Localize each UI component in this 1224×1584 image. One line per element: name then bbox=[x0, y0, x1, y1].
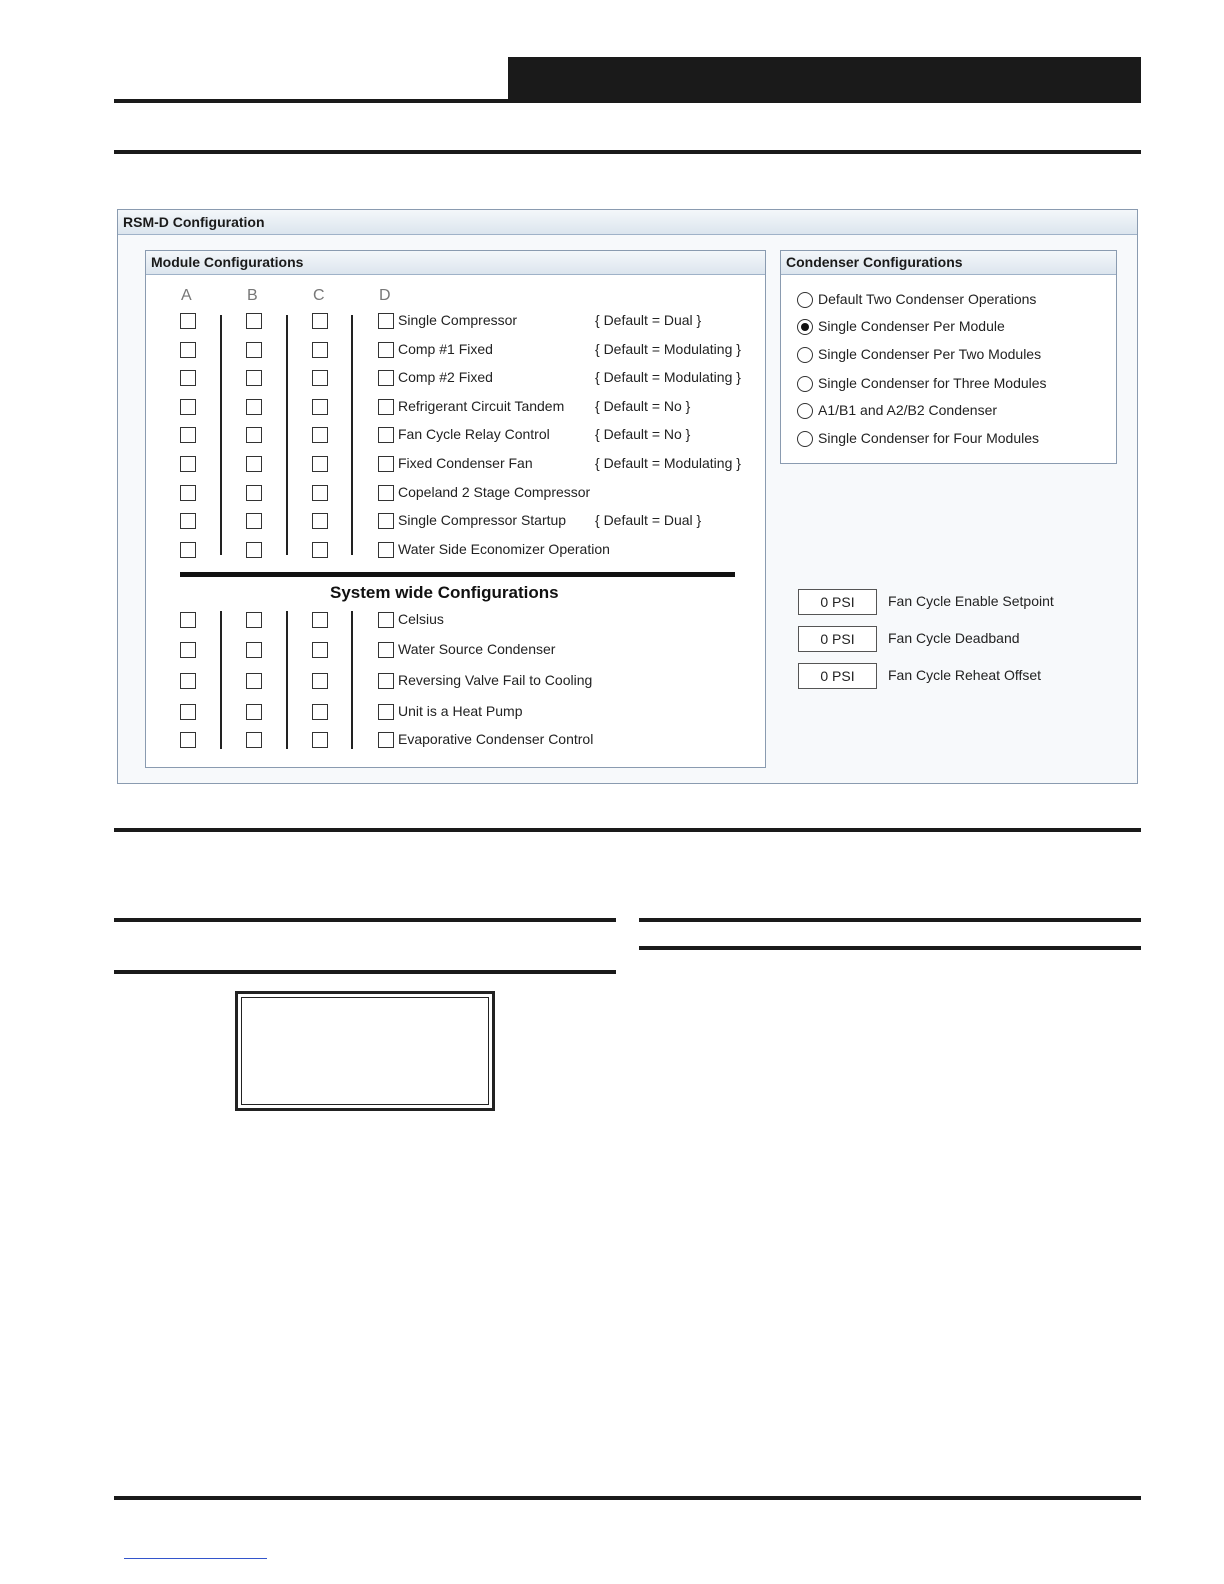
condenser-configurations-body bbox=[781, 251, 1116, 463]
condenser-option-label: A1/B1 and A2/B2 Condenser bbox=[818, 402, 998, 418]
checkbox-b[interactable] bbox=[246, 704, 262, 720]
condenser-option-label: Single Condenser Per Two Modules bbox=[818, 346, 1042, 362]
lcd-display bbox=[235, 991, 495, 1111]
checkbox-b[interactable] bbox=[246, 485, 262, 501]
checkbox-a[interactable] bbox=[180, 642, 196, 658]
checkbox-a[interactable] bbox=[180, 732, 196, 748]
checkbox-a[interactable] bbox=[180, 313, 196, 329]
condenser-option-radio[interactable] bbox=[797, 347, 813, 363]
section-rule-middle bbox=[114, 828, 1141, 832]
module-item-label: Refrigerant Circuit Tandem bbox=[398, 398, 565, 414]
checkbox-d[interactable] bbox=[378, 642, 394, 658]
condenser-option-label: Single Condenser for Four Modules bbox=[818, 430, 1040, 446]
fan-cycle-label: Fan Cycle Deadband bbox=[888, 630, 1020, 646]
module-item-default: { Default = No } bbox=[595, 426, 691, 442]
checkbox-c[interactable] bbox=[312, 673, 328, 689]
condenser-configurations-group bbox=[780, 250, 1117, 464]
column-divider bbox=[220, 315, 222, 555]
right-column-rule-1 bbox=[639, 918, 1141, 922]
condenser-option-radio[interactable] bbox=[797, 292, 813, 308]
checkbox-c[interactable] bbox=[312, 313, 328, 329]
column-divider bbox=[286, 611, 288, 749]
checkbox-a[interactable] bbox=[180, 399, 196, 415]
module-item-label: Fixed Condenser Fan bbox=[398, 455, 533, 471]
fan-cycle-label: Fan Cycle Enable Setpoint bbox=[888, 593, 1054, 609]
module-item-label: Water Side Economizer Operation bbox=[398, 541, 610, 557]
lcd-display-screen bbox=[241, 997, 489, 1105]
checkbox-d[interactable] bbox=[378, 612, 394, 628]
checkbox-c[interactable] bbox=[312, 485, 328, 501]
checkbox-a[interactable] bbox=[180, 704, 196, 720]
footer-link-underline[interactable] bbox=[124, 1558, 267, 1559]
checkbox-c[interactable] bbox=[312, 456, 328, 472]
header-bar bbox=[508, 57, 1141, 103]
checkbox-d[interactable] bbox=[378, 370, 394, 386]
checkbox-c[interactable] bbox=[312, 704, 328, 720]
fan-cycle-value-input[interactable]: 0 PSI bbox=[798, 626, 877, 652]
checkbox-b[interactable] bbox=[246, 732, 262, 748]
checkbox-a[interactable] bbox=[180, 513, 196, 529]
checkbox-c[interactable] bbox=[312, 342, 328, 358]
module-item-label: Single Compressor bbox=[398, 312, 518, 328]
checkbox-d[interactable] bbox=[378, 673, 394, 689]
checkbox-d[interactable] bbox=[378, 542, 394, 558]
system-item-label: Reversing Valve Fail to Cooling bbox=[398, 672, 593, 688]
checkbox-c[interactable] bbox=[312, 642, 328, 658]
checkbox-d[interactable] bbox=[378, 427, 394, 443]
checkbox-d[interactable] bbox=[378, 513, 394, 529]
checkbox-d[interactable] bbox=[378, 732, 394, 748]
fan-cycle-label: Fan Cycle Reheat Offset bbox=[888, 667, 1042, 683]
module-item-default: { Default = Modulating } bbox=[595, 455, 741, 471]
column-divider bbox=[286, 315, 288, 555]
checkbox-b[interactable] bbox=[246, 313, 262, 329]
checkbox-b[interactable] bbox=[246, 513, 262, 529]
checkbox-c[interactable] bbox=[312, 370, 328, 386]
checkbox-c[interactable] bbox=[312, 542, 328, 558]
system-item-label: Celsius bbox=[398, 611, 444, 627]
checkbox-a[interactable] bbox=[180, 370, 196, 386]
module-item-default: { Default = No } bbox=[595, 398, 691, 414]
module-item-label: Comp #2 Fixed bbox=[398, 369, 493, 385]
checkbox-c[interactable] bbox=[312, 732, 328, 748]
module-item-label: Fan Cycle Relay Control bbox=[398, 426, 550, 442]
checkbox-b[interactable] bbox=[246, 542, 262, 558]
module-configurations-group bbox=[145, 250, 766, 768]
checkbox-d[interactable] bbox=[378, 485, 394, 501]
column-header-c: C bbox=[313, 287, 325, 304]
checkbox-c[interactable] bbox=[312, 612, 328, 628]
module-item-default: { Default = Dual } bbox=[595, 512, 702, 528]
condenser-option-label: Single Condenser for Three Modules bbox=[818, 375, 1047, 391]
checkbox-a[interactable] bbox=[180, 673, 196, 689]
checkbox-b[interactable] bbox=[246, 342, 262, 358]
rsm-d-configuration-window bbox=[117, 209, 1138, 784]
module-configurations-title: Module Configurations bbox=[146, 251, 765, 275]
checkbox-b[interactable] bbox=[246, 612, 262, 628]
checkbox-b[interactable] bbox=[246, 673, 262, 689]
checkbox-a[interactable] bbox=[180, 342, 196, 358]
column-divider bbox=[351, 611, 353, 749]
module-item-label: Comp #1 Fixed bbox=[398, 341, 493, 357]
checkbox-a[interactable] bbox=[180, 542, 196, 558]
checkbox-b[interactable] bbox=[246, 642, 262, 658]
module-item-default: { Default = Modulating } bbox=[595, 369, 741, 385]
column-header-b: B bbox=[247, 287, 258, 304]
checkbox-a[interactable] bbox=[180, 485, 196, 501]
checkbox-c[interactable] bbox=[312, 399, 328, 415]
checkbox-b[interactable] bbox=[246, 370, 262, 386]
checkbox-b[interactable] bbox=[246, 427, 262, 443]
checkbox-d[interactable] bbox=[378, 704, 394, 720]
checkbox-d[interactable] bbox=[378, 313, 394, 329]
module-item-label: Single Compressor Startup bbox=[398, 512, 567, 528]
section-rule-top bbox=[114, 150, 1141, 154]
condenser-option-radio[interactable] bbox=[797, 376, 813, 392]
system-wide-title: System wide Configurations bbox=[330, 583, 559, 602]
module-item-default: { Default = Modulating } bbox=[595, 341, 741, 357]
fan-cycle-value-input[interactable]: 0 PSI bbox=[798, 589, 877, 615]
column-header-a: A bbox=[181, 287, 192, 304]
column-divider bbox=[351, 315, 353, 555]
checkbox-c[interactable] bbox=[312, 513, 328, 529]
left-column-rule-2 bbox=[114, 970, 616, 974]
module-item-label: Copeland 2 Stage Compressor bbox=[398, 484, 591, 500]
header-rule-left bbox=[114, 99, 508, 103]
module-item-default: { Default = Dual } bbox=[595, 312, 702, 328]
checkbox-d[interactable] bbox=[378, 456, 394, 472]
system-item-label: Water Source Condenser bbox=[398, 641, 556, 657]
fan-cycle-value-input[interactable]: 0 PSI bbox=[798, 663, 877, 689]
condenser-option-radio[interactable] bbox=[797, 431, 813, 447]
left-column-rule-1 bbox=[114, 918, 616, 922]
checkbox-d[interactable] bbox=[378, 399, 394, 415]
checkbox-c[interactable] bbox=[312, 427, 328, 443]
checkbox-b[interactable] bbox=[246, 399, 262, 415]
right-column-rule-2 bbox=[639, 946, 1141, 950]
condenser-configurations-title: Condenser Configurations bbox=[781, 251, 1116, 275]
condenser-option-label: Single Condenser Per Module bbox=[818, 318, 1005, 334]
window-title: RSM-D Configuration bbox=[118, 210, 1137, 235]
column-header-d: D bbox=[379, 287, 391, 304]
checkbox-d[interactable] bbox=[378, 342, 394, 358]
checkbox-b[interactable] bbox=[246, 456, 262, 472]
condenser-option-label: Default Two Condenser Operations bbox=[818, 291, 1037, 307]
checkbox-a[interactable] bbox=[180, 427, 196, 443]
module-configurations-body bbox=[146, 251, 765, 767]
checkbox-a[interactable] bbox=[180, 456, 196, 472]
footer-rule bbox=[114, 1496, 1141, 1500]
condenser-option-radio[interactable] bbox=[797, 403, 813, 419]
system-separator bbox=[180, 572, 735, 577]
system-item-label: Evaporative Condenser Control bbox=[398, 731, 594, 747]
column-divider bbox=[220, 611, 222, 749]
checkbox-a[interactable] bbox=[180, 612, 196, 628]
condenser-option-radio[interactable] bbox=[797, 319, 813, 335]
system-item-label: Unit is a Heat Pump bbox=[398, 703, 523, 719]
